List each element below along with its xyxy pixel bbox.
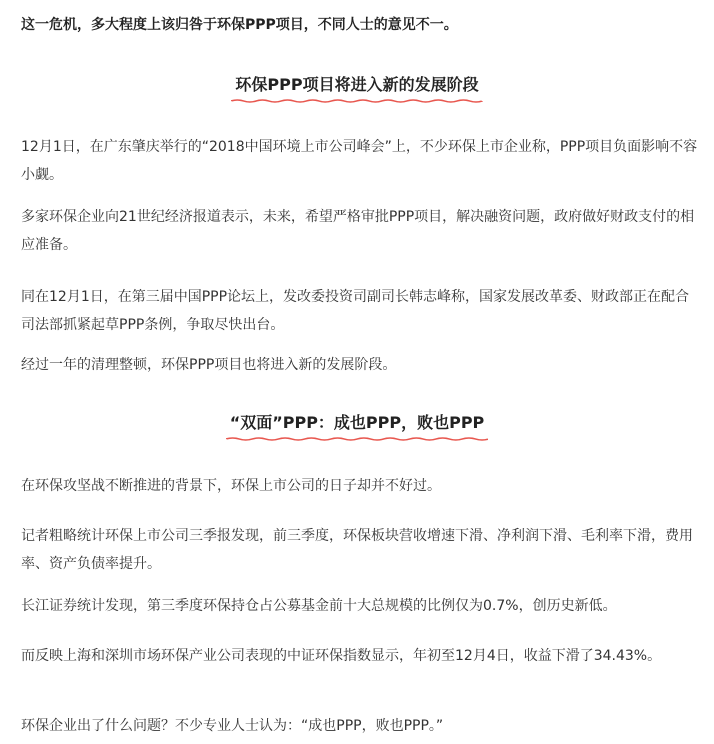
article-intro: 这一危机，多大程度上该归咎于环保PPP项目，不同人士的意见不一。 xyxy=(21,17,458,33)
paragraph: 记者粗略统计环保上市公司三季报发现，前三季度，环保板块营收增速下滑、净利润下滑、毛利率下滑，费用率、资产负债率提升。 xyxy=(21,528,693,572)
paragraph: 而反映上海和深圳市场环保产业公司表现的中证环保指数显示，年初至12月4日，收益下滑了34.43%。 xyxy=(21,648,662,664)
section-heading-2-wrap xyxy=(0,410,714,439)
paragraph: 经过一年的清理整顿，环保PPP项目也将进入新的发展阶段。 xyxy=(21,357,397,373)
paragraph: 多家环保企业向21世纪经济报道表示，未来，希望严格审批PPP项目，解决融资问题，政府做好财政支付的相应准备。 xyxy=(21,209,695,253)
section-heading-1 xyxy=(231,72,482,101)
section-heading-1-text: 环保PPP项目将进入新的发展阶段 xyxy=(235,75,479,94)
paragraph: 在环保攻坚战不断推进的背景下，环保上市公司的日子却并不好过。 xyxy=(21,478,441,494)
section-heading-1-wrap xyxy=(0,72,714,101)
section-heading-2-text: “双面”PPP：成也PPP，败也PPP xyxy=(229,413,485,432)
paragraph: 长江证券统计发现，第三季度环保持仓占公募基金前十大总规模的比例仅为0.7%，创历史新低。 xyxy=(21,598,617,614)
paragraph: 环保企业出了什么问题？不少专业人士认为：“成也PPP，败也PPP。” xyxy=(21,718,444,734)
section-heading-2 xyxy=(226,410,489,439)
heading-underline xyxy=(231,99,482,103)
heading-underline xyxy=(226,437,489,441)
paragraph: 同在12月1日，在第三届中国PPP论坛上，发改委投资司副司长韩志峰称，国家发展改革委、财政部正在配合司法部抓紧起草PPP条例，争取尽快出台。 xyxy=(21,289,690,333)
paragraph: 12月1日，在广东肇庆举行的“2018中国环境上市公司峰会”上，不少环保上市企业称，PPP项目负面影响不容小觑。 xyxy=(21,139,698,183)
